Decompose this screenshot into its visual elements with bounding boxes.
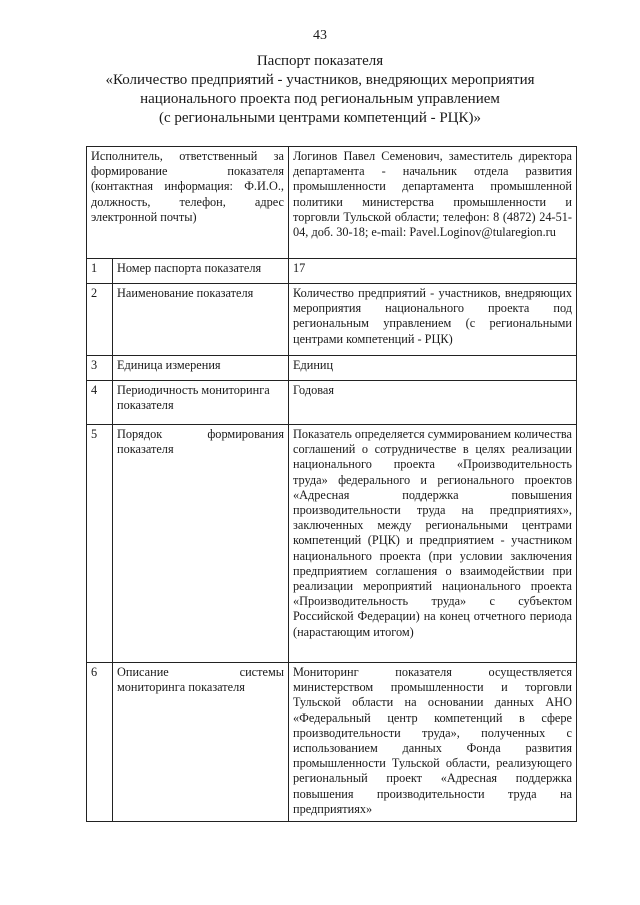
- table-row: [87, 663, 577, 822]
- row-number: 1: [87, 259, 113, 284]
- document-title: [70, 52, 570, 128]
- table-row: [87, 147, 577, 259]
- row-value: Количество предприятий - участников, внедряющих мероприятия национального проекта под региональным управлением (с региональными центрами компетенций - РЦК): [289, 284, 577, 356]
- row-label: Единица измерения: [113, 356, 289, 381]
- title-line-1: Паспорт показателя: [256, 53, 384, 69]
- row-value: Единиц: [289, 356, 577, 381]
- row-value: Мониторинг показателя осуществляется министерством промышленности и торговли Тульской области на основании данных АНО «Федеральный центр компетенций в сфере производительности труда», полученных с использованием данных Фонда развития промышленности Тульской области, реализующего региональный проект «Адресная поддержка повышения производительности труда на предприятиях»: [289, 663, 577, 822]
- row-label: Порядок формирования показателя: [113, 425, 289, 663]
- title-line-3: национального проекта под региональным управлением: [140, 91, 500, 107]
- table-row: [87, 284, 577, 356]
- title-line-4: (с региональными центрами компетенций - РЦК)»: [158, 110, 482, 126]
- title-line-2: «Количество предприятий - участников, внедряющих мероприятия: [105, 72, 535, 88]
- row-value: Показатель определяется суммированием количества соглашений о сотрудничестве в целях реализации национального проекта «Производительность труда» федерального и регионального проектов «Адресная поддержка повышения производительности труда на предприятиях», заключенных между региональными центрами компетенций (РЦК) и предприятием - участником национального проекта (при условии заключения предприятием соглашения о взаимодействии при реализации мероприятий национального проекта «Производительность труда» с субъектом Российской Федерации) на конец отчетного периода (нарастающим итогом): [289, 425, 577, 663]
- table-row: [87, 381, 577, 425]
- table-row: [87, 356, 577, 381]
- table-row: [87, 259, 577, 284]
- row-number: 2: [87, 284, 113, 356]
- executor-value: Логинов Павел Семенович, заместитель директора департамента - начальник отдела развития промышленности департамента промышленной политики министерства промышленности и торговли Тульской области; телефон: 8 (4872) 24-51-04, доб. 30-18; e-mail: Pavel.Loginov@tularegion.ru: [289, 147, 577, 259]
- row-number: 5: [87, 425, 113, 663]
- row-label: Наименование показателя: [113, 284, 289, 356]
- table-row: [87, 425, 577, 663]
- row-number: 4: [87, 381, 113, 425]
- row-label: Периодичность мониторинга показателя: [113, 381, 289, 425]
- passport-table: [86, 146, 577, 822]
- row-number: 3: [87, 356, 113, 381]
- row-value: Годовая: [289, 381, 577, 425]
- row-label: Описание системы мониторинга показателя: [113, 663, 289, 822]
- row-number: 6: [87, 663, 113, 822]
- executor-label: Исполнитель, ответственный за формирование показателя (контактная информация: Ф.И.О., должность, телефон, адрес электронной почты): [87, 147, 289, 259]
- row-label: Номер паспорта показателя: [113, 259, 289, 284]
- page-number: 43: [313, 28, 327, 43]
- row-value: 17: [289, 259, 577, 284]
